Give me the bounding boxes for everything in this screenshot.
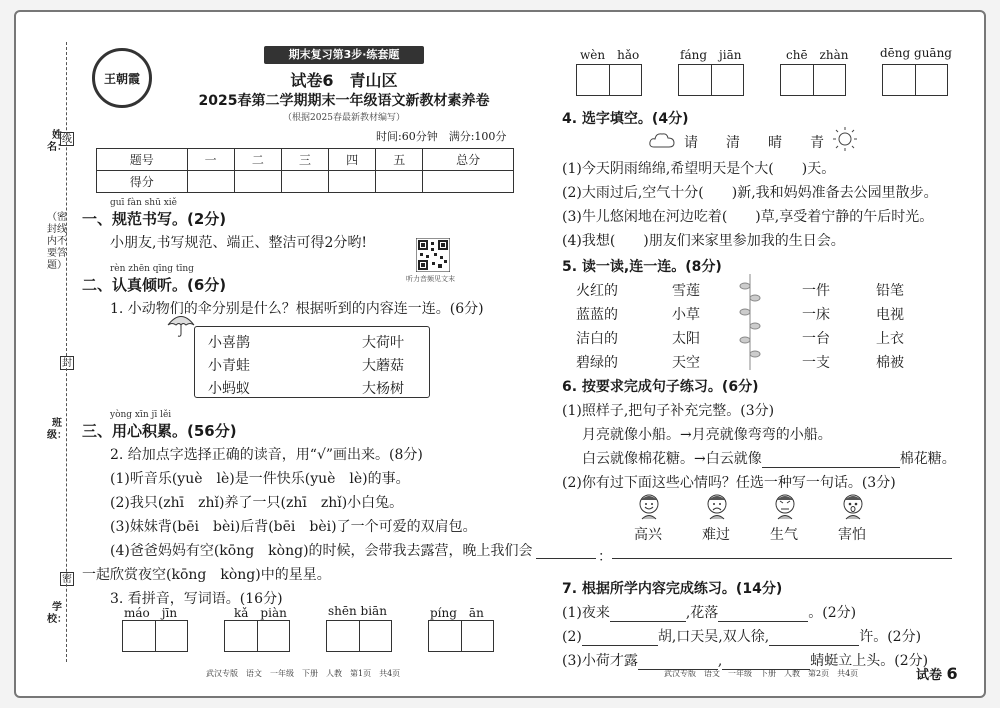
footer-left: 武汉专版 语文 一年级 下册 人教 第1页 共4页: [206, 669, 401, 678]
page-number: 6: [946, 664, 958, 683]
seal-dashed-line: [66, 42, 67, 662]
score-table: [96, 148, 514, 193]
match-item[interactable]: 一件: [802, 283, 830, 299]
match-item[interactable]: 小草: [672, 307, 700, 323]
writing-grid[interactable]: [780, 64, 846, 96]
exam-subtitle: 2025春第二学期期末一年级语文新教材素养卷: [198, 93, 490, 109]
table-head-cell: 一: [187, 149, 234, 171]
class-label: 班级：: [47, 418, 67, 441]
section-1-text: 小朋友,书写规范、端正、整洁可得2分哟!: [110, 235, 367, 251]
table-head-cell: 二: [234, 149, 281, 171]
brand-logo: [92, 48, 152, 108]
section-3-title: 三、用心积累。(56分): [82, 422, 237, 440]
question-2-item: (4)爸爸妈妈有空(kōng kòng)的时候，会带我去露营，晚上我们会: [110, 543, 533, 559]
score-cell[interactable]: [423, 171, 514, 193]
word-pinyin: dēng guāng: [880, 46, 952, 60]
question-4-title: 4. 选字填空。(4分): [562, 111, 689, 127]
table-head-cell: 四: [329, 149, 376, 171]
question-2-text: 2. 给加点字选择正确的读音，用“√”画出来。(8分): [110, 447, 423, 463]
seal-line-note: （密封线内不要答题）: [47, 212, 67, 271]
score-cell[interactable]: [329, 171, 376, 193]
item-text: 。(2分): [808, 605, 857, 621]
question-4-item: (4)我想( )朋友们来家里参加我的生日会。: [562, 233, 845, 249]
mood-choice-blank[interactable]: [536, 558, 596, 559]
word-pinyin: fáng jiān: [680, 48, 742, 62]
match-item[interactable]: 太阳: [672, 331, 700, 347]
question-2-item: 一起欣赏夜空(kōng kòng)中的星星。: [82, 567, 331, 583]
question-6-sub: (1)照样子,把句子补充完整。(3分): [562, 403, 775, 419]
writing-grid[interactable]: [428, 620, 494, 652]
answer-blank[interactable]: [718, 621, 808, 622]
match-right-item[interactable]: 大蘑菇: [362, 358, 404, 374]
item-text: (3)小荷才露: [562, 653, 638, 669]
word-pinyin: píng ān: [430, 606, 484, 620]
match-item[interactable]: 一支: [802, 355, 830, 371]
scared-face-icon: [838, 492, 868, 520]
qr-code-icon: [416, 238, 450, 272]
item-text: 蜻蜓立上头。(2分): [810, 653, 929, 669]
word-pinyin: wèn hǎo: [580, 48, 640, 62]
question-2-item: (1)听音乐(yuè lè)是一件快乐(yuè lè)的事。: [110, 471, 410, 487]
question-3-text: 3. 看拼音，写词语。(16分): [110, 591, 283, 607]
sentence-task-start: 白云就像棉花糖。→白云就像: [582, 451, 762, 467]
match-item[interactable]: 铅笔: [876, 283, 904, 299]
question-6-title: 6. 按要求完成句子练习。(6分): [562, 379, 759, 395]
table-row-label: 得分: [97, 171, 188, 193]
answer-blank[interactable]: [762, 467, 900, 468]
angry-face-icon: [770, 492, 800, 520]
table-head-cell: 题号: [97, 149, 188, 171]
question-7-item: [562, 626, 921, 646]
writing-grid[interactable]: [224, 620, 290, 652]
page-label-text: 试卷: [916, 668, 943, 683]
table-head-cell: 五: [376, 149, 423, 171]
score-table-score-row: [97, 171, 514, 193]
colon: ：: [598, 549, 612, 565]
time-score-info: 时间:60分钟 满分:100分: [376, 130, 507, 143]
match-left-item[interactable]: 小蚂蚁: [208, 381, 250, 397]
question-1-text: 1. 小动物们的伞分别是什么？根据听到的内容连一连。(6分): [110, 301, 484, 317]
item-text: ,花落: [685, 605, 719, 621]
word-pinyin: shēn biān: [328, 604, 387, 618]
section-2-title: 二、认真倾听。(6分): [82, 276, 227, 294]
section-pinyin: rèn zhēn qīng tīng: [110, 264, 194, 274]
question-6-sub: (2)你有过下面这些心情吗？任选一种写一句话。(3分): [562, 475, 896, 491]
writing-grid[interactable]: [326, 620, 392, 652]
match-item[interactable]: 火红的: [576, 283, 618, 299]
match-right-item[interactable]: 大荷叶: [362, 335, 404, 351]
mood-label: 害怕: [838, 527, 866, 543]
seal-mark: 密: [62, 574, 72, 585]
answer-blank[interactable]: [582, 645, 658, 646]
question-4-item: (1)今天阴雨绵绵,希望明天是个大( )天。: [562, 161, 836, 177]
word-pinyin: chē zhàn: [786, 48, 849, 62]
seal-mark: 线: [62, 134, 72, 145]
section-1-title: 一、规范书写。(2分): [82, 210, 227, 228]
match-item[interactable]: 一台: [802, 331, 830, 347]
sun-icon: [832, 126, 858, 152]
match-item[interactable]: 天空: [672, 355, 700, 371]
leaf-vine-icon: [738, 272, 762, 372]
footer-right: 武汉专版 语文 一年级 下册 人教 第2页 共4页: [664, 669, 859, 678]
score-cell[interactable]: [281, 171, 328, 193]
score-cell[interactable]: [187, 171, 234, 193]
section-pinyin: guī fàn shū xiě: [110, 198, 178, 208]
mood-label: 高兴: [634, 527, 662, 543]
sad-face-icon: [702, 492, 732, 520]
answer-line[interactable]: [612, 558, 952, 559]
question-4-item: (2)大雨过后,空气十分( )新,我和妈妈准备去公园里散步。: [562, 185, 938, 201]
answer-blank[interactable]: [610, 621, 686, 622]
name-label: 姓名：: [47, 130, 67, 153]
umbrella-icon: [166, 312, 196, 338]
match-item[interactable]: 棉被: [876, 355, 904, 371]
table-head-cell: 三: [281, 149, 328, 171]
match-left-item[interactable]: 小青蛙: [208, 358, 250, 374]
writing-grid[interactable]: [882, 64, 948, 96]
character-options: 请 清 晴 青: [684, 135, 824, 151]
item-text: ,: [717, 653, 723, 669]
match-item[interactable]: 电视: [876, 307, 904, 323]
cloud-icon: [648, 130, 676, 150]
match-item[interactable]: 洁白的: [576, 331, 618, 347]
question-7-item: [562, 650, 928, 670]
logo-text: 王朝霞: [103, 71, 140, 86]
question-7-item: [562, 602, 856, 622]
match-right-item[interactable]: 大杨树: [362, 381, 404, 397]
item-text: (2): [562, 629, 582, 645]
footer-page-label: [916, 664, 958, 683]
score-cell[interactable]: [234, 171, 281, 193]
edition-note: （根据2025春最新教材编写）: [283, 113, 405, 123]
question-5-title: 5. 读一读,连一连。(8分): [562, 259, 722, 275]
match-item[interactable]: 碧绿的: [576, 355, 618, 371]
match-item[interactable]: 蓝蓝的: [576, 307, 618, 323]
item-text: 胡,口天吴,双人徐,: [657, 629, 770, 645]
question-2-item: (3)妹妹背(bēi bèi)后背(bēi bèi)了一个可爱的双肩包。: [110, 519, 477, 535]
answer-blank[interactable]: [769, 645, 859, 646]
question-4-item: (3)牛儿悠闲地在河边吃着( )草,享受着宁静的午后时光。: [562, 209, 934, 225]
mood-label: 难过: [702, 527, 730, 543]
seal-mark: 封: [62, 358, 72, 369]
writing-grid[interactable]: [678, 64, 744, 96]
sentence-task: [582, 448, 956, 468]
sentence-task-end: 棉花糖。: [899, 451, 956, 467]
match-item[interactable]: 一床: [802, 307, 830, 323]
qr-caption: 听力音频见文末: [406, 275, 455, 283]
mood-label: 生气: [770, 527, 798, 543]
section-pinyin: yòng xīn jī lěi: [110, 410, 172, 420]
happy-face-icon: [634, 492, 664, 520]
writing-grid[interactable]: [576, 64, 642, 96]
school-label: 学校：: [47, 602, 67, 625]
example-sentence: 月亮就像小船。→月亮就像弯弯的小船。: [582, 427, 832, 443]
match-item[interactable]: 雪莲: [672, 283, 700, 299]
item-text: (1)夜来: [562, 605, 610, 621]
table-head-cell: 总分: [423, 149, 514, 171]
item-text: 许。(2分): [859, 629, 922, 645]
question-2-item: (2)我只(zhī zhǐ)养了一只(zhī zhǐ)小白兔。: [110, 495, 404, 511]
exam-title: 试卷6 青山区: [290, 71, 398, 90]
question-7-title: 7. 根据所学内容完成练习。(14分): [562, 581, 783, 597]
score-table-head-row: [97, 149, 514, 171]
score-cell[interactable]: [376, 171, 423, 193]
match-left-item[interactable]: 小喜鹊: [208, 335, 250, 351]
review-banner: 期末复习第3步·练套题: [264, 46, 424, 64]
writing-grid[interactable]: [122, 620, 188, 652]
word-pinyin: máo jīn: [124, 606, 178, 620]
exam-sheet: [14, 10, 986, 698]
match-item[interactable]: 上衣: [876, 331, 904, 347]
word-pinyin: kǎ piàn: [234, 606, 287, 620]
